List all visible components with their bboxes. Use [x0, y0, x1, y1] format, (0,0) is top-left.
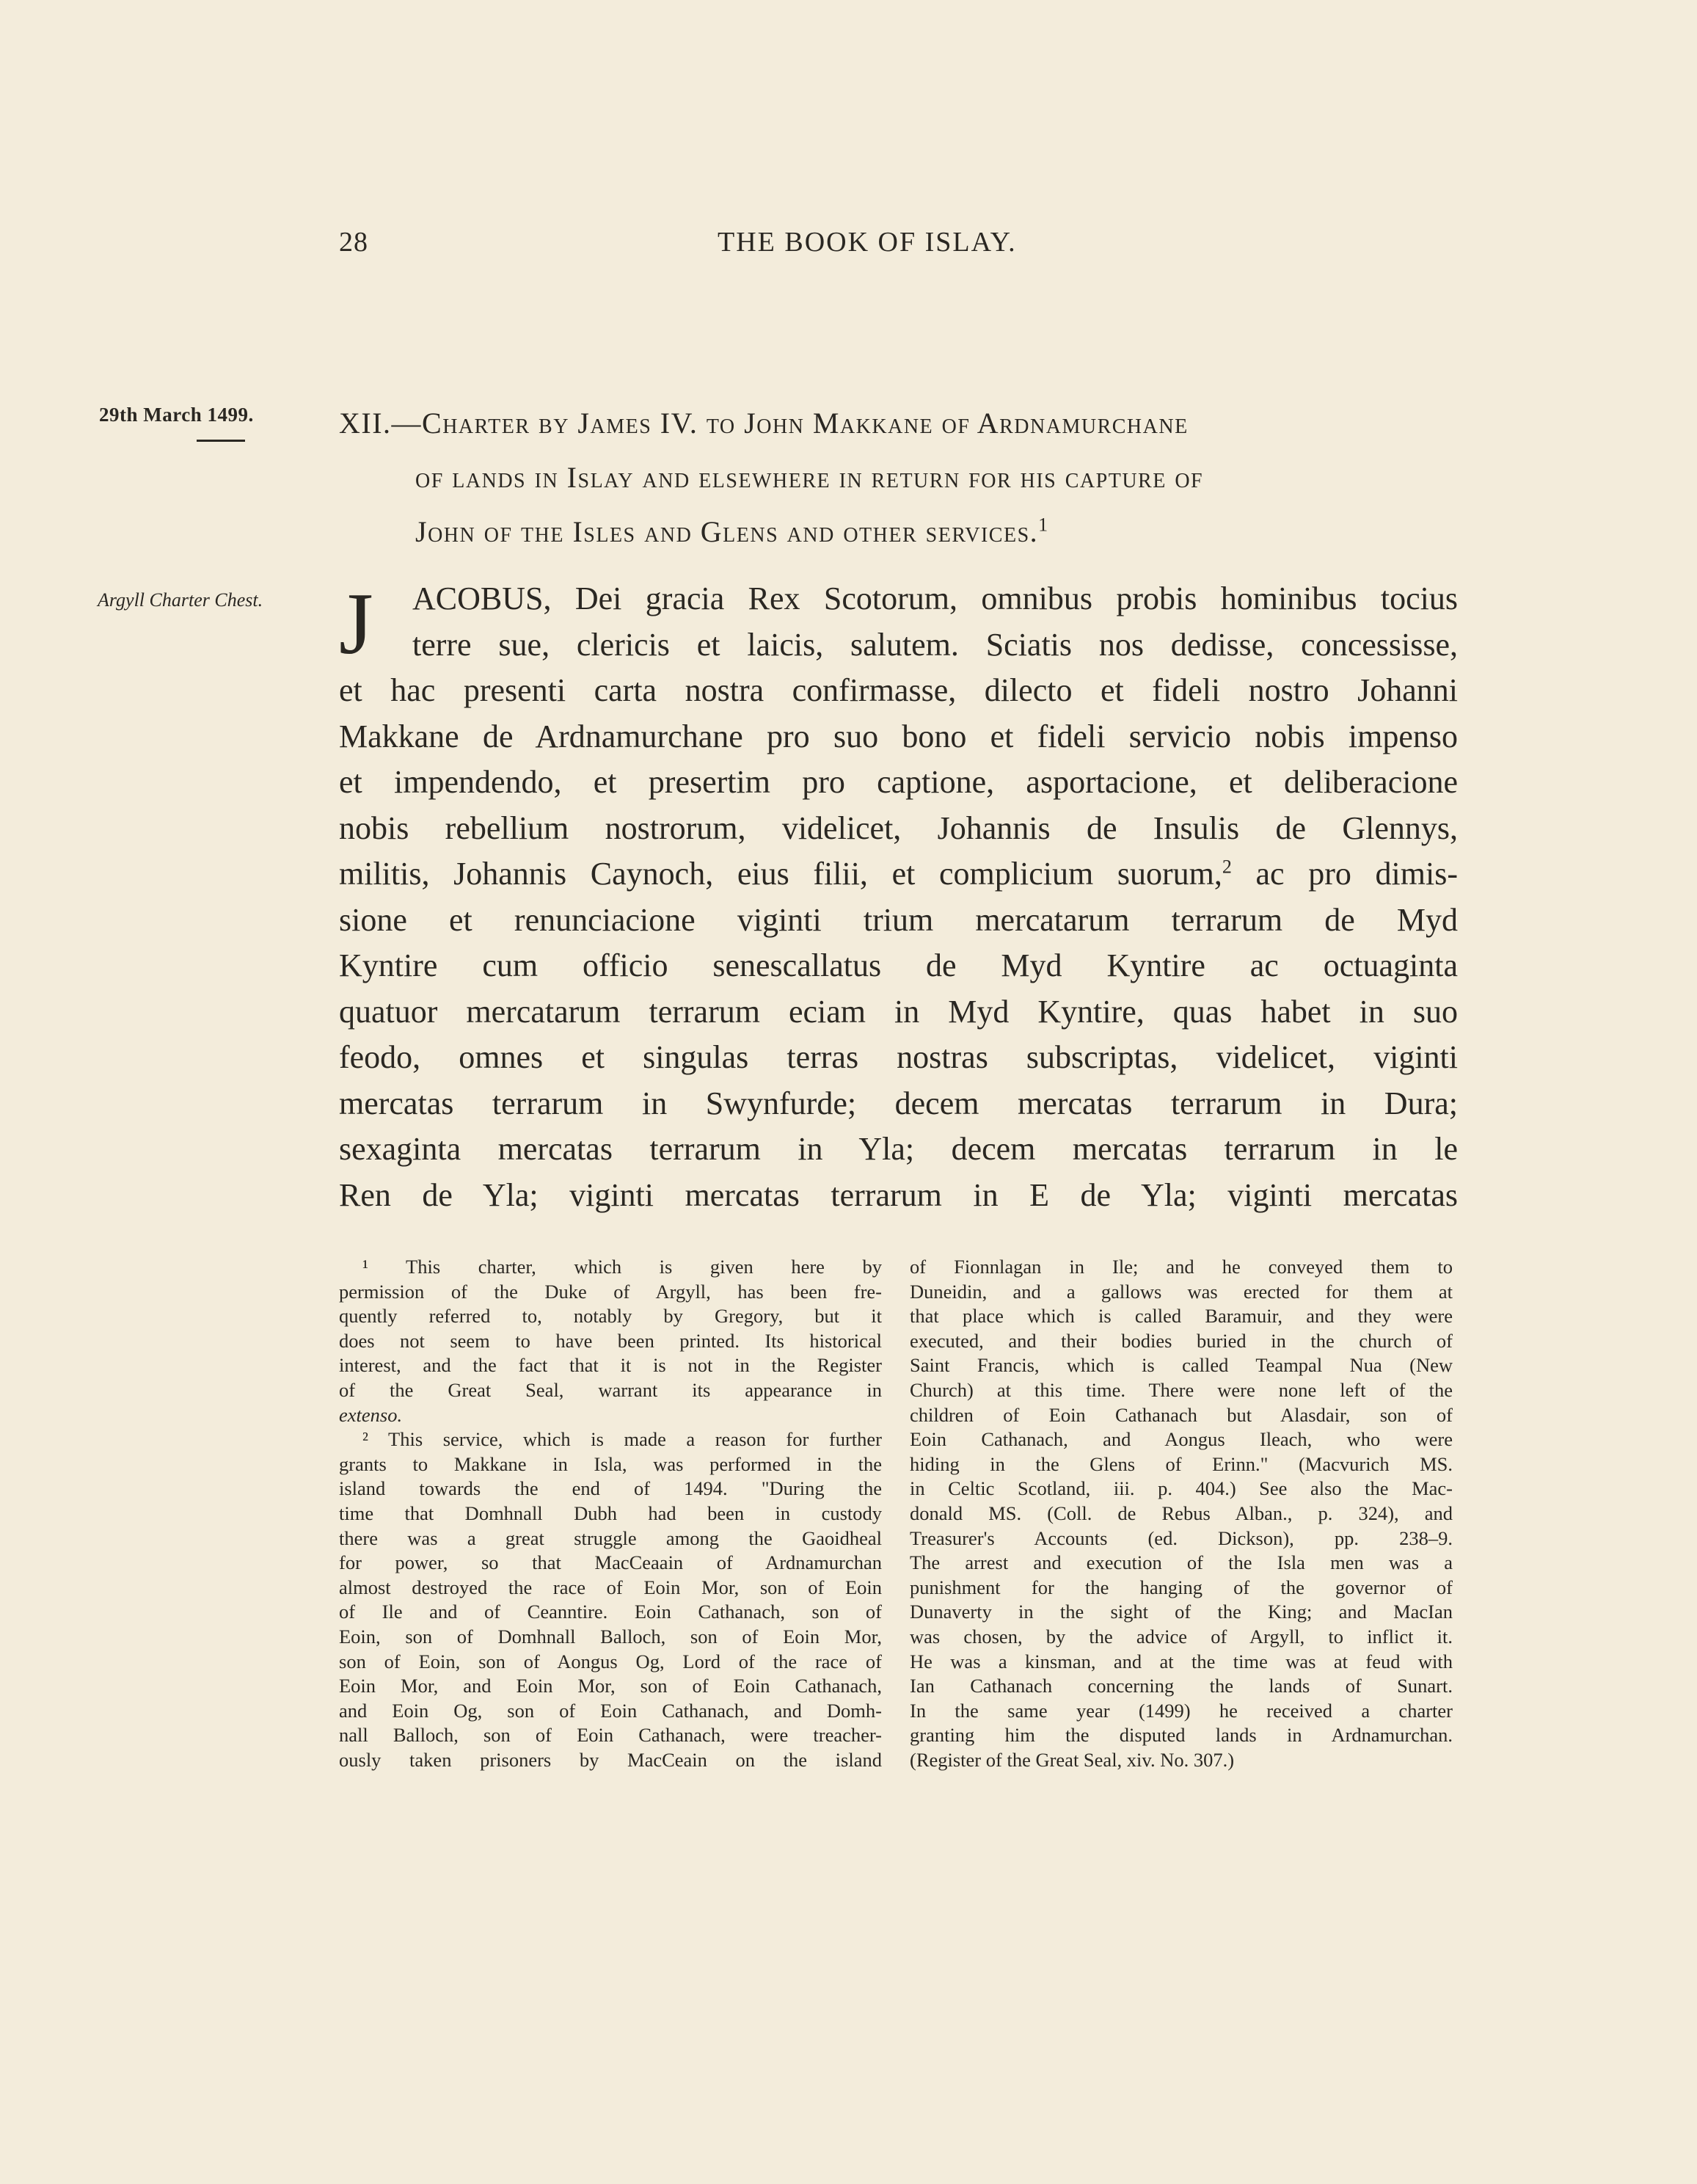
footnote-line: (Register of the Great Seal, xiv. No. 307.) — [910, 1748, 1235, 1771]
footnote-line: Treasurer's Accounts (ed. Dickson), pp. 238–9. — [910, 1526, 1453, 1549]
footnote-line: Eoin, son of Domhnall Balloch, son of Eoin Mor, — [339, 1625, 882, 1648]
body-line: Kyntire cum officio senescallatus de Myd Kyntire ac octuaginta — [339, 947, 1458, 983]
footnote-line: The arrest and execution of the Isla men was a — [910, 1551, 1453, 1574]
footnote-line: Duneidin, and a gallows was erected for them at — [910, 1280, 1453, 1303]
footnotes-left-column — [339, 1255, 882, 1772]
body-line: ACOBUS, Dei gracia Rex Scotorum, omnibus probis hominibus tocius — [412, 580, 1458, 616]
section-heading — [339, 396, 1461, 559]
footnote-line: in Celtic Scotland, iii. p. 404.) See also the Mac- — [910, 1477, 1453, 1500]
page-number: 28 — [339, 227, 368, 258]
footnote-line: executed, and their bodies buried in the church of — [910, 1329, 1453, 1352]
body-line: terre sue, clericis et laicis, salutem. Sciatis nos dedisse, concessisse, — [412, 626, 1458, 663]
heading-line-1: XII.—Charter by James IV. to John Makkane of Ardnamurchane — [339, 407, 1189, 440]
footnote-line: nall Balloch, son of Eoin Cathanach, were treacher- — [339, 1724, 882, 1747]
footnote-line: granting him the disputed lands in Ardnamurchan. — [910, 1724, 1453, 1747]
footnote-line: Saint Francis, which is called Teampal Nua (New — [910, 1354, 1453, 1377]
heading-line-3-text: John of the Isles and Glens and other services. — [415, 515, 1039, 548]
heading-line-2: of lands in Islay and elsewhere in return for his capture of — [415, 461, 1204, 494]
footnote-line: In the same year (1499) he received a charter — [910, 1699, 1453, 1722]
body-line: Ren de Yla; viginti mercatas terrarum in E de Yla; viginti mercatas — [339, 1176, 1458, 1213]
footnote-line: Eoin Mor, and Eoin Mor, son of Eoin Cathanach, — [339, 1675, 882, 1697]
footnote-line: time that Domhnall Dubh had been in custody — [339, 1502, 882, 1524]
body-line: quatuor mercatarum terrarum eciam in Myd Kyntire, quas habet in suo — [339, 993, 1458, 1030]
footnote-line: He was a kinsman, and at the time was at feud with — [910, 1650, 1453, 1672]
footnote-line: interest, and the fact that it is not in the Register — [339, 1354, 882, 1377]
footnote-line: Eoin Cathanach, and Aongus Ileach, who were — [910, 1428, 1453, 1451]
footnote-line: Church) at this time. There were none left of the — [910, 1378, 1453, 1401]
body-footnote-ref: 2 — [1222, 856, 1232, 878]
footnotes — [339, 1255, 1458, 1857]
running-head — [339, 226, 1458, 263]
footnote-line: Dunaverty in the sight of the King; and MacIan — [910, 1601, 1453, 1623]
body-line: feodo, omnes et singulas terras nostras subscriptas, videlicet, viginti — [339, 1039, 1458, 1075]
footnote-line: island towards the end of 1494. "During the — [339, 1477, 882, 1500]
body-line: nobis rebellium nostrorum, videlicet, Johannis de Insulis de Glennys, — [339, 809, 1458, 846]
body-line: mercatas terrarum in Swynfurde; decem mercatas terrarum in Dura; — [339, 1085, 1458, 1121]
body-line: sexaginta mercatas terrarum in Yla; decem mercatas terrarum in le — [339, 1131, 1458, 1167]
body-line-tail: ac pro dimis- — [1231, 856, 1458, 892]
footnote-line: son of Eoin, son of Aongus Og, Lord of the race of — [339, 1650, 882, 1672]
footnote-line: there was a great struggle among the Gaoidheal — [339, 1526, 882, 1549]
footnote-line: was chosen, by the advice of Argyll, to inflict it. — [910, 1625, 1453, 1648]
footnote-line: that place which is called Baramuir, and they were — [910, 1305, 1453, 1328]
footnote-line: ¹ This charter, which is given here by — [362, 1256, 882, 1278]
footnote-line: of the Great Seal, warrant its appearance in — [339, 1378, 882, 1401]
footnote-line: punishment for the hanging of the governor of — [910, 1576, 1453, 1598]
body-line: et hac presenti carta nostra confirmasse, dilecto et fideli nostro Johanni — [339, 672, 1458, 708]
footnote-line: for power, so that MacCeaain of Ardnamurchan — [339, 1551, 882, 1574]
body-line: et impendendo, et presertim pro captione, asportacione, et deliberacione — [339, 764, 1458, 800]
charter-text — [339, 576, 1458, 1218]
heading-footnote-ref: 1 — [1038, 514, 1049, 536]
footnote-line: grants to Makkane in Isla, was performed in the — [339, 1452, 882, 1475]
heading-line-3 — [339, 505, 1461, 559]
body-line-with-fnref — [339, 851, 1458, 898]
body-line-text: militis, Johannis Caynoch, eius filii, et complicium suorum, — [339, 856, 1222, 892]
margin-rule — [197, 440, 245, 442]
drop-cap: J — [339, 575, 373, 672]
footnote-line: permission of the Duke of Argyll, has been fre- — [339, 1280, 882, 1303]
footnote-line: hiding in the Glens of Erinn." (Macvurich MS. — [910, 1452, 1453, 1475]
footnote-line: quently referred to, notably by Gregory, but it — [339, 1305, 882, 1328]
footnote-line: does not seem to have been printed. Its historical — [339, 1329, 882, 1352]
body-line: sione et renunciacione viginti trium mercatarum terrarum de Myd — [339, 901, 1458, 938]
body-line: Makkane de Ardnamurchane pro suo bono et fideli servicio nobis impenso — [339, 718, 1458, 754]
margin-date: 29th March 1499. — [99, 404, 254, 426]
footnote-line: ously taken prisoners by MacCeain on the island — [339, 1748, 882, 1771]
footnotes-right-column — [910, 1255, 1453, 1772]
footnote-line: extenso. — [339, 1403, 403, 1426]
running-title: THE BOOK OF ISLAY. — [718, 227, 1017, 258]
margin-source: Argyll Charter Chest. — [98, 589, 263, 611]
footnote-line: Ian Cathanach concerning the lands of Sunart. — [910, 1675, 1453, 1697]
footnote-line: donald MS. (Coll. de Rebus Alban., p. 324), and — [910, 1502, 1453, 1524]
footnote-line: children of Eoin Cathanach but Alasdair, son of — [910, 1403, 1453, 1426]
footnote-line: of Fionnlagan in Ile; and he conveyed them to — [910, 1256, 1453, 1278]
footnote-line: almost destroyed the race of Eoin Mor, son of Eoin — [339, 1576, 882, 1598]
footnote-line: and Eoin Og, son of Eoin Cathanach, and Domh- — [339, 1699, 882, 1722]
footnote-line: ² This service, which is made a reason for further — [362, 1428, 882, 1451]
footnote-line: of Ile and of Ceanntire. Eoin Cathanach, son of — [339, 1601, 882, 1623]
